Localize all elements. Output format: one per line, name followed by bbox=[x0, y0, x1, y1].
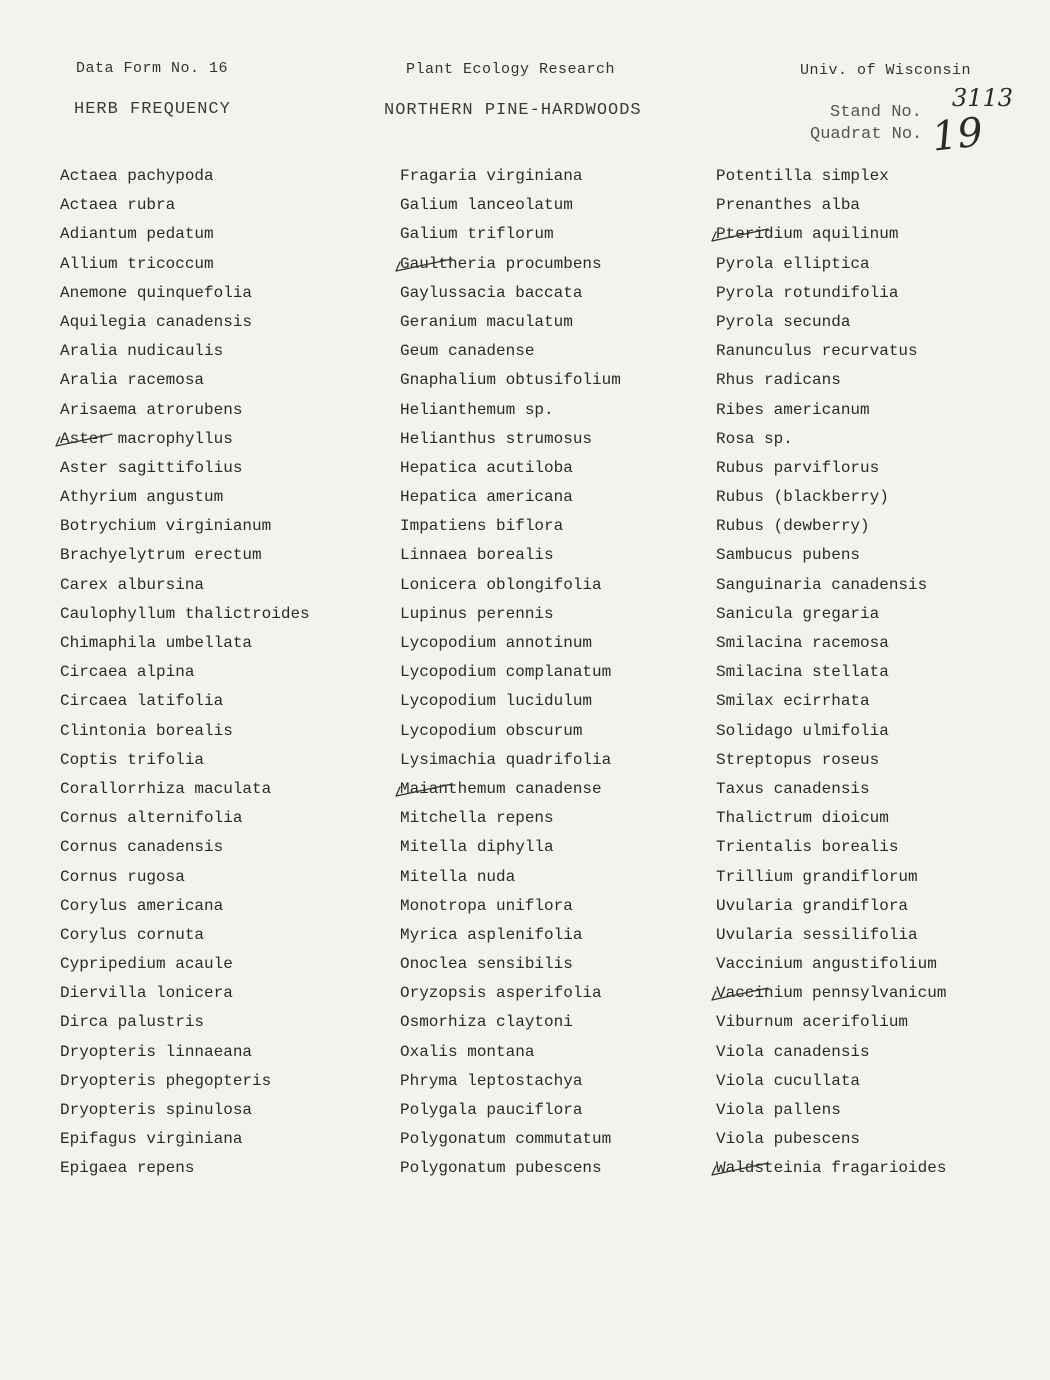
species-name: Allium tricoccum bbox=[60, 254, 214, 273]
species-item bbox=[716, 658, 946, 687]
species-name: Diervilla lonicera bbox=[60, 984, 233, 1003]
species-item bbox=[400, 1125, 621, 1154]
species-item bbox=[400, 717, 621, 746]
species-name: Aster sagittifolius bbox=[60, 458, 243, 477]
species-name: Caulophyllum thalictroides bbox=[60, 604, 310, 623]
species-item bbox=[60, 863, 310, 892]
species-item bbox=[400, 396, 621, 425]
species-name: Geum canadense bbox=[400, 342, 535, 361]
species-item bbox=[716, 892, 946, 921]
species-name: Hepatica acutiloba bbox=[400, 458, 573, 477]
species-item bbox=[60, 717, 310, 746]
species-name: Sanicula gregaria bbox=[716, 604, 880, 623]
species-name: Myrica asplenifolia bbox=[400, 925, 583, 944]
species-item bbox=[60, 220, 310, 249]
species-item bbox=[400, 220, 621, 249]
species-name: Clintonia borealis bbox=[60, 721, 233, 740]
species-name: Pyrola rotundifolia bbox=[716, 283, 899, 302]
species-item bbox=[60, 483, 310, 512]
species-name: Dryopteris linnaeana bbox=[60, 1042, 253, 1061]
species-item bbox=[400, 687, 621, 716]
species-name: Rubus (dewberry) bbox=[716, 517, 870, 536]
species-item bbox=[60, 600, 310, 629]
form-number: Data Form No. 16 bbox=[76, 60, 229, 77]
species-name: Rhus radicans bbox=[716, 371, 841, 390]
species-item bbox=[60, 804, 310, 833]
species-item bbox=[716, 804, 946, 833]
species-item bbox=[400, 425, 621, 454]
species-name: Lycopodium complanatum bbox=[400, 663, 612, 682]
species-item bbox=[60, 1096, 310, 1125]
species-name: Aquilegia canadensis bbox=[60, 312, 253, 331]
species-name: Cornus rugosa bbox=[60, 867, 185, 886]
species-item bbox=[60, 366, 310, 395]
species-item bbox=[716, 162, 946, 191]
species-item bbox=[60, 775, 310, 804]
species-column-middle bbox=[400, 162, 621, 1184]
species-name: Cypripedium acaule bbox=[60, 955, 233, 974]
species-name: Dirca palustris bbox=[60, 1013, 205, 1032]
species-item bbox=[60, 1154, 310, 1183]
check-mark-icon bbox=[710, 227, 736, 241]
species-name: Pyrola secunda bbox=[716, 312, 851, 331]
check-mark-icon bbox=[710, 986, 736, 1000]
community-title: NORTHERN PINE-HARDWOODS bbox=[384, 101, 642, 120]
species-item bbox=[60, 337, 310, 366]
check-mark-icon bbox=[394, 782, 420, 796]
species-item bbox=[400, 512, 621, 541]
species-item bbox=[60, 454, 310, 483]
species-name: Trientalis borealis bbox=[716, 838, 899, 857]
species-item bbox=[400, 1154, 621, 1183]
species-name: Galium lanceolatum bbox=[400, 196, 573, 215]
species-name: Thalictrum dioicum bbox=[716, 809, 889, 828]
species-name: Monotropa uniflora bbox=[400, 896, 573, 915]
species-name: Fragaria virginiana bbox=[400, 167, 583, 185]
species-name: Corylus americana bbox=[60, 896, 224, 915]
species-name: Maianthemum canadense bbox=[400, 779, 602, 798]
species-item bbox=[60, 921, 310, 950]
species-item bbox=[716, 746, 946, 775]
species-item bbox=[60, 308, 310, 337]
species-name: Oxalis montana bbox=[400, 1042, 535, 1061]
species-name: Smilacina racemosa bbox=[716, 634, 889, 652]
species-name: Polygala pauciflora bbox=[400, 1101, 583, 1119]
species-name: Vaccinium pennsylvanicum bbox=[716, 984, 947, 1003]
species-name: Streptopus roseus bbox=[716, 750, 880, 769]
species-name: Cornus canadensis bbox=[60, 838, 224, 857]
species-name: Circaea alpina bbox=[60, 663, 195, 682]
species-name: Prenanthes alba bbox=[716, 196, 861, 215]
species-item bbox=[60, 629, 310, 658]
species-name: Chimaphila umbellata bbox=[60, 634, 253, 652]
species-name: Helianthemum sp. bbox=[400, 400, 554, 419]
university: Univ. of Wisconsin bbox=[800, 62, 972, 79]
species-item bbox=[400, 775, 621, 804]
species-item bbox=[716, 1125, 946, 1154]
species-item bbox=[716, 512, 946, 541]
species-name: Viola cucullata bbox=[716, 1071, 861, 1090]
species-name: Ribes americanum bbox=[716, 400, 870, 419]
species-name: Lysimachia quadrifolia bbox=[400, 750, 612, 769]
species-name: Cornus alternifolia bbox=[60, 809, 243, 828]
species-name: Athyrium angustum bbox=[60, 488, 224, 507]
species-item bbox=[400, 279, 621, 308]
species-item bbox=[60, 1038, 310, 1067]
species-item bbox=[60, 746, 310, 775]
species-name: Dryopteris spinulosa bbox=[60, 1101, 253, 1119]
species-name: Phryma leptostachya bbox=[400, 1071, 583, 1090]
organization: Plant Ecology Research bbox=[406, 61, 616, 78]
species-item bbox=[400, 308, 621, 337]
species-name: Actaea pachypoda bbox=[60, 167, 214, 185]
species-name: Botrychium virginianum bbox=[60, 517, 272, 536]
species-name: Dryopteris phegopteris bbox=[60, 1071, 272, 1090]
species-name: Vaccinium angustifolium bbox=[716, 955, 937, 974]
species-item bbox=[400, 571, 621, 600]
species-item bbox=[60, 687, 310, 716]
species-column-left bbox=[60, 162, 310, 1184]
species-name: Lonicera oblongifolia bbox=[400, 575, 602, 594]
species-name: Gnaphalium obtusifolium bbox=[400, 371, 621, 390]
species-name: Helianthus strumosus bbox=[400, 429, 593, 448]
species-name: Epifagus virginiana bbox=[60, 1130, 243, 1149]
species-item bbox=[716, 337, 946, 366]
species-name: Uvularia grandiflora bbox=[716, 896, 909, 915]
species-item bbox=[716, 1067, 946, 1096]
species-item bbox=[716, 863, 946, 892]
species-item bbox=[400, 892, 621, 921]
species-name: Ranunculus recurvatus bbox=[716, 342, 918, 361]
species-item bbox=[400, 454, 621, 483]
species-name: Coptis trifolia bbox=[60, 750, 205, 769]
species-item bbox=[60, 1008, 310, 1037]
species-item bbox=[400, 337, 621, 366]
species-name: Aralia nudicaulis bbox=[60, 342, 224, 361]
species-item bbox=[716, 220, 946, 249]
species-item bbox=[400, 366, 621, 395]
species-item bbox=[400, 746, 621, 775]
species-name: Epigaea repens bbox=[60, 1159, 195, 1178]
species-item bbox=[716, 454, 946, 483]
species-name: Lycopodium annotinum bbox=[400, 634, 593, 652]
species-item bbox=[400, 863, 621, 892]
species-item bbox=[716, 483, 946, 512]
species-name: Rubus (blackberry) bbox=[716, 488, 889, 507]
species-item bbox=[60, 541, 310, 570]
species-name: Oryzopsis asperifolia bbox=[400, 984, 602, 1003]
species-item bbox=[716, 687, 946, 716]
species-item bbox=[716, 629, 946, 658]
species-name: Polygonatum commutatum bbox=[400, 1130, 612, 1149]
species-item bbox=[400, 629, 621, 658]
species-item bbox=[60, 571, 310, 600]
species-item bbox=[400, 483, 621, 512]
species-name: Viola canadensis bbox=[716, 1042, 870, 1061]
species-item bbox=[716, 950, 946, 979]
species-item bbox=[716, 366, 946, 395]
species-name: Linnaea borealis bbox=[400, 546, 554, 565]
species-name: Waldsteinia fragarioides bbox=[716, 1159, 947, 1178]
species-item bbox=[716, 396, 946, 425]
species-item bbox=[400, 979, 621, 1008]
species-name: Circaea latifolia bbox=[60, 692, 224, 711]
species-name: Viburnum acerifolium bbox=[716, 1013, 909, 1032]
species-item bbox=[716, 279, 946, 308]
species-item bbox=[60, 396, 310, 425]
check-mark-icon bbox=[394, 257, 420, 271]
check-mark-icon bbox=[710, 1161, 736, 1175]
species-item bbox=[60, 162, 310, 191]
species-item bbox=[716, 979, 946, 1008]
species-item bbox=[716, 1096, 946, 1125]
species-item bbox=[400, 162, 621, 191]
species-item bbox=[60, 979, 310, 1008]
species-item bbox=[716, 717, 946, 746]
species-name: Sanguinaria canadensis bbox=[716, 575, 928, 594]
species-item bbox=[716, 250, 946, 279]
species-name: Gaultheria procumbens bbox=[400, 254, 602, 273]
species-name: Arisaema atrorubens bbox=[60, 400, 243, 419]
species-item bbox=[400, 250, 621, 279]
species-item bbox=[400, 600, 621, 629]
species-item bbox=[716, 833, 946, 862]
species-name: Adiantum pedatum bbox=[60, 225, 214, 244]
species-item bbox=[60, 1125, 310, 1154]
species-name: Taxus canadensis bbox=[716, 779, 870, 798]
species-name: Potentilla simplex bbox=[716, 167, 889, 185]
species-name: Trillium grandiflorum bbox=[716, 867, 918, 886]
species-item bbox=[60, 1067, 310, 1096]
quadrat-number-handwritten: 19 bbox=[929, 109, 986, 161]
species-item bbox=[716, 1154, 946, 1183]
species-name: Galium triflorum bbox=[400, 225, 554, 244]
species-item bbox=[400, 1096, 621, 1125]
species-name: Rosa sp. bbox=[716, 429, 793, 448]
species-item bbox=[60, 833, 310, 862]
species-item bbox=[400, 921, 621, 950]
species-name: Aralia racemosa bbox=[60, 371, 205, 390]
species-name: Smilax ecirrhata bbox=[716, 692, 870, 711]
species-item bbox=[716, 425, 946, 454]
species-name: Pyrola elliptica bbox=[716, 254, 870, 273]
species-name: Osmorhiza claytoni bbox=[400, 1013, 573, 1032]
species-name: Aster macrophyllus bbox=[60, 429, 233, 448]
species-item bbox=[60, 425, 310, 454]
species-column-right bbox=[716, 162, 946, 1184]
species-name: Anemone quinquefolia bbox=[60, 283, 253, 302]
species-item bbox=[60, 950, 310, 979]
species-name: Gaylussacia baccata bbox=[400, 283, 583, 302]
species-item bbox=[716, 191, 946, 220]
species-name: Pteridium aquilinum bbox=[716, 225, 899, 244]
species-item bbox=[716, 541, 946, 570]
species-name: Mitella nuda bbox=[400, 867, 516, 886]
species-item bbox=[400, 1067, 621, 1096]
species-item bbox=[400, 804, 621, 833]
species-name: Corylus cornuta bbox=[60, 925, 205, 944]
species-name: Actaea rubra bbox=[60, 196, 176, 215]
species-item bbox=[716, 921, 946, 950]
species-name: Hepatica americana bbox=[400, 488, 573, 507]
species-name: Mitchella repens bbox=[400, 809, 554, 828]
species-name: Impatiens biflora bbox=[400, 517, 564, 536]
species-name: Sambucus pubens bbox=[716, 546, 861, 565]
species-item bbox=[716, 308, 946, 337]
species-name: Viola pubescens bbox=[716, 1130, 861, 1149]
form-title: HERB FREQUENCY bbox=[74, 100, 231, 119]
species-name: Smilacina stellata bbox=[716, 663, 889, 682]
species-name: Polygonatum pubescens bbox=[400, 1159, 602, 1178]
species-name: Lycopodium obscurum bbox=[400, 721, 583, 740]
stand-number-handwritten: 3113 bbox=[952, 84, 1014, 112]
species-item bbox=[60, 250, 310, 279]
species-item bbox=[400, 658, 621, 687]
species-item bbox=[716, 1008, 946, 1037]
species-item bbox=[400, 1038, 621, 1067]
check-mark-icon bbox=[54, 432, 80, 446]
species-name: Corallorrhiza maculata bbox=[60, 779, 272, 798]
species-name: Mitella diphylla bbox=[400, 838, 554, 857]
species-name: Onoclea sensibilis bbox=[400, 955, 573, 974]
quadrat-label: Quadrat No. bbox=[810, 125, 923, 144]
species-item bbox=[60, 892, 310, 921]
species-item bbox=[400, 541, 621, 570]
species-name: Viola pallens bbox=[716, 1101, 841, 1119]
species-name: Lupinus perennis bbox=[400, 604, 554, 623]
species-item bbox=[716, 775, 946, 804]
species-item bbox=[60, 512, 310, 541]
species-name: Solidago ulmifolia bbox=[716, 721, 889, 740]
species-name: Uvularia sessilifolia bbox=[716, 925, 918, 944]
species-item bbox=[716, 1038, 946, 1067]
species-item bbox=[60, 279, 310, 308]
species-item bbox=[400, 1008, 621, 1037]
species-item bbox=[716, 600, 946, 629]
species-item bbox=[60, 658, 310, 687]
species-item bbox=[60, 191, 310, 220]
species-name: Lycopodium lucidulum bbox=[400, 692, 593, 711]
species-item bbox=[716, 571, 946, 600]
species-item bbox=[400, 950, 621, 979]
species-name: Carex albursina bbox=[60, 575, 205, 594]
species-name: Geranium maculatum bbox=[400, 312, 573, 331]
stand-label: Stand No. bbox=[830, 103, 922, 122]
species-name: Brachyelytrum erectum bbox=[60, 546, 262, 565]
species-item bbox=[400, 833, 621, 862]
species-item bbox=[400, 191, 621, 220]
species-name: Rubus parviflorus bbox=[716, 458, 880, 477]
